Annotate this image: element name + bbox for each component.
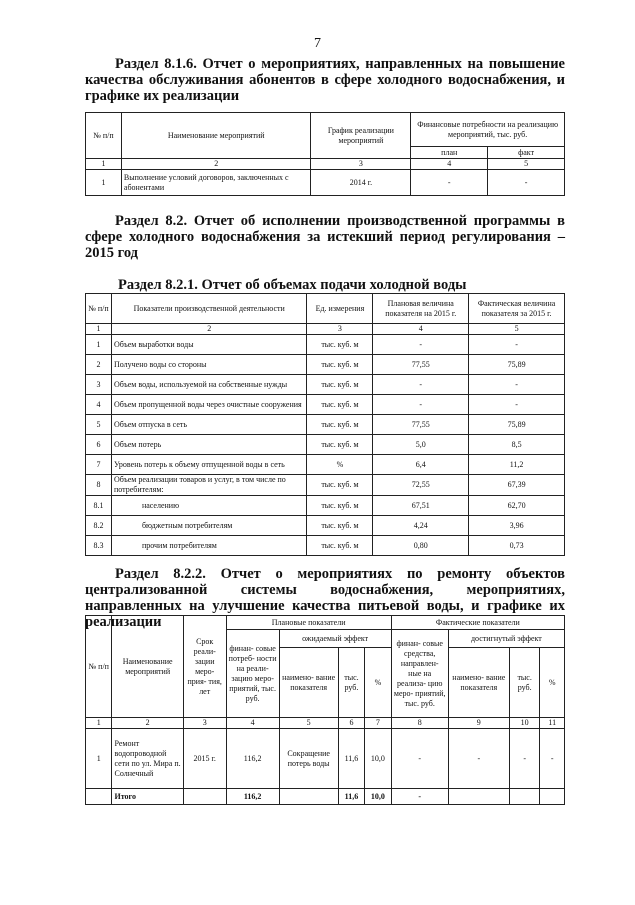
col-effect-pct-header: % xyxy=(365,648,391,718)
section-822-title: Раздел 8.2.2. Отчет о мероприятиях по ремонту объектов централизованной системы водоснабжения, мероприятиях, направленных на улучшение качества питьевой воды, и графике их реализации xyxy=(85,566,565,630)
table-row xyxy=(86,395,565,415)
col-term-header: Срок реали- зации меро- прия- тия, лет xyxy=(183,616,226,718)
row-name: Уровень потерь к объему отпущенной воды в сеть xyxy=(111,455,307,475)
row-plan: 77,55 xyxy=(373,355,469,375)
col-plan-header: план xyxy=(411,147,488,159)
row-fact: 75,89 xyxy=(469,355,565,375)
row-plan: 4,24 xyxy=(373,516,469,536)
row-unit: % xyxy=(307,455,373,475)
row-unit: тыс. куб. м xyxy=(307,435,373,455)
row-schedule: 2014 г. xyxy=(311,170,411,196)
total-expected-pct: 10,0 xyxy=(365,789,391,805)
col-num-header: № п/п xyxy=(86,294,112,324)
row-plan: 5,0 xyxy=(373,435,469,455)
table-row xyxy=(86,375,565,395)
table-row xyxy=(86,335,565,355)
row-num: 2 xyxy=(86,355,112,375)
row-num: 1 xyxy=(86,729,112,789)
row-unit: тыс. куб. м xyxy=(307,375,373,395)
row-unit: тыс. куб. м xyxy=(307,415,373,435)
row-unit: тыс. куб. м xyxy=(307,496,373,516)
section-821-title: Раздел 8.2.1. Отчет об объемах подачи холодной воды xyxy=(118,277,467,293)
row-name: Ремонт водопроводной сети по ул. Мира п. Солнечный xyxy=(112,729,183,789)
row-achieved-rub: - xyxy=(509,729,540,789)
col-name-header: Наименование мероприятий xyxy=(112,616,183,718)
row-num: 4 xyxy=(86,395,112,415)
col-effect-pct-header: % xyxy=(540,648,565,718)
col-number: 8 xyxy=(391,718,448,729)
row-plan-fin: 116,2 xyxy=(226,729,279,789)
row-fact-fin: - xyxy=(391,729,448,789)
table-row xyxy=(86,415,565,435)
row-fact: 11,2 xyxy=(469,455,565,475)
col-name-header: Наименование мероприятий xyxy=(121,113,311,159)
col-effect-name-header: наимено- вание показателя xyxy=(448,648,509,718)
page-number: 7 xyxy=(314,36,321,51)
table-row xyxy=(86,435,565,455)
row-num: 8.2 xyxy=(86,516,112,536)
row-fact: 0,73 xyxy=(469,536,565,556)
row-fact: 8,5 xyxy=(469,435,565,455)
row-expected-rub: 11,6 xyxy=(338,729,364,789)
col-effect-rub-header: тыс. руб. xyxy=(509,648,540,718)
water-supply-table xyxy=(85,293,565,556)
activities-table xyxy=(85,112,565,196)
row-name: прочим потребителям xyxy=(111,536,307,556)
col-finance-header: Финансовые потребности на реализацию мероприятий, тыс. руб. xyxy=(411,113,565,147)
row-plan: 72,55 xyxy=(373,475,469,496)
col-effect-name-header: наимено- вание показателя xyxy=(279,648,338,718)
col-number: 1 xyxy=(86,159,122,170)
col-effect-rub-header: тыс. руб. xyxy=(338,648,364,718)
col-number: 3 xyxy=(311,159,411,170)
col-indicator-header: Показатели производственной деятельности xyxy=(111,294,307,324)
row-expected-pct: 10,0 xyxy=(365,729,391,789)
row-unit: тыс. куб. м xyxy=(307,475,373,496)
row-fact: - xyxy=(488,170,565,196)
table-row xyxy=(86,496,565,516)
col-number: 9 xyxy=(448,718,509,729)
table-row xyxy=(86,355,565,375)
row-name: Выполнение условий договоров, заключенных с абонентами xyxy=(121,170,311,196)
row-unit: тыс. куб. м xyxy=(307,536,373,556)
row-expected-name: Сокращение потерь воды xyxy=(279,729,338,789)
section-82-title: Раздел 8.2. Отчет об исполнении производственной программы в сфере холодного водоснабжения за истекший период регулирования – 2015 год xyxy=(85,213,565,261)
col-num-header: № п/п xyxy=(86,616,112,718)
row-plan: 6,4 xyxy=(373,455,469,475)
col-number: 3 xyxy=(307,324,373,335)
col-fact-header: факт xyxy=(488,147,565,159)
table-row xyxy=(86,475,565,496)
col-fact-header: Фактическая величина показателя за 2015 г. xyxy=(469,294,565,324)
row-name: населению xyxy=(111,496,307,516)
row-plan: 0,80 xyxy=(373,536,469,556)
table-row xyxy=(86,536,565,556)
row-fact: - xyxy=(469,395,565,415)
row-fact: 67,39 xyxy=(469,475,565,496)
col-plan-header: Плановая величина показателя на 2015 г. xyxy=(373,294,469,324)
col-number: 5 xyxy=(469,324,565,335)
row-num: 8.3 xyxy=(86,536,112,556)
row-fact: - xyxy=(469,375,565,395)
row-fact: - xyxy=(469,335,565,355)
col-number: 5 xyxy=(279,718,338,729)
row-name: Объем выработки воды xyxy=(111,335,307,355)
total-row xyxy=(86,789,565,805)
row-plan: 67,51 xyxy=(373,496,469,516)
total-plan-fin: 116,2 xyxy=(226,789,279,805)
row-name: Объем потерь xyxy=(111,435,307,455)
col-number: 4 xyxy=(411,159,488,170)
table-row xyxy=(86,729,565,789)
col-number: 10 xyxy=(509,718,540,729)
section-816-title: Раздел 8.1.6. Отчет о мероприятиях, направленных на повышение качества обслуживания абонентов в сфере холодного водоснабжения, и графике их реализации xyxy=(85,56,565,104)
row-name: Объем реализации товаров и услуг, в том числе по потребителям: xyxy=(111,475,307,496)
row-plan: - xyxy=(373,395,469,415)
row-num: 8 xyxy=(86,475,112,496)
col-schedule-header: График реализации мероприятий xyxy=(311,113,411,159)
col-num-header: № п/п xyxy=(86,113,122,159)
col-number: 2 xyxy=(111,324,307,335)
row-fact: 3,96 xyxy=(469,516,565,536)
row-name: Объем пропущенной воды через очистные сооружения xyxy=(111,395,307,415)
row-num: 3 xyxy=(86,375,112,395)
row-term: 2015 г. xyxy=(183,729,226,789)
col-number: 3 xyxy=(183,718,226,729)
repair-program-table xyxy=(85,615,565,805)
row-num: 8.1 xyxy=(86,496,112,516)
col-achieved-header: достигнутый эффект xyxy=(448,630,564,648)
col-number: 7 xyxy=(365,718,391,729)
row-plan: - xyxy=(411,170,488,196)
col-fact-fin-header: финан- совые средства, направлен- ные на реализа- цию меро- приятий, тыс. руб. xyxy=(391,630,448,718)
total-label: Итого xyxy=(112,789,183,805)
col-number: 6 xyxy=(338,718,364,729)
row-unit: тыс. куб. м xyxy=(307,335,373,355)
row-fact: 62,70 xyxy=(469,496,565,516)
row-achieved-pct: - xyxy=(540,729,565,789)
col-number: 1 xyxy=(86,718,112,729)
col-actual-header: Фактические показатели xyxy=(391,616,564,630)
col-unit-header: Ед. измерения xyxy=(307,294,373,324)
col-number: 2 xyxy=(121,159,311,170)
row-plan: 77,55 xyxy=(373,415,469,435)
row-num: 1 xyxy=(86,335,112,355)
col-number: 2 xyxy=(112,718,183,729)
total-fact-fin: - xyxy=(391,789,448,805)
table-row xyxy=(86,455,565,475)
row-unit: тыс. куб. м xyxy=(307,516,373,536)
row-num: 6 xyxy=(86,435,112,455)
col-number: 4 xyxy=(226,718,279,729)
row-unit: тыс. куб. м xyxy=(307,355,373,375)
row-name: Объем воды, используемой на собственные нужды xyxy=(111,375,307,395)
row-plan: - xyxy=(373,375,469,395)
col-number: 4 xyxy=(373,324,469,335)
table-row xyxy=(86,170,565,196)
row-num: 1 xyxy=(86,170,122,196)
col-number: 5 xyxy=(488,159,565,170)
row-plan: - xyxy=(373,335,469,355)
row-num: 5 xyxy=(86,415,112,435)
col-expected-header: ожидаемый эффект xyxy=(279,630,391,648)
total-expected-rub: 11,6 xyxy=(338,789,364,805)
row-name: Объем отпуска в сеть xyxy=(111,415,307,435)
row-num: 7 xyxy=(86,455,112,475)
row-name: бюджетным потребителям xyxy=(111,516,307,536)
col-planned-header: Плановые показатели xyxy=(226,616,391,630)
table-row xyxy=(86,516,565,536)
col-number: 11 xyxy=(540,718,565,729)
row-achieved-name: - xyxy=(448,729,509,789)
row-unit: тыс. куб. м xyxy=(307,395,373,415)
col-number: 1 xyxy=(86,324,112,335)
row-fact: 75,89 xyxy=(469,415,565,435)
row-name: Получено воды со стороны xyxy=(111,355,307,375)
col-plan-fin-header: финан- совые потреб- ности на реали- зацию меро- приятий, тыс. руб. xyxy=(226,630,279,718)
